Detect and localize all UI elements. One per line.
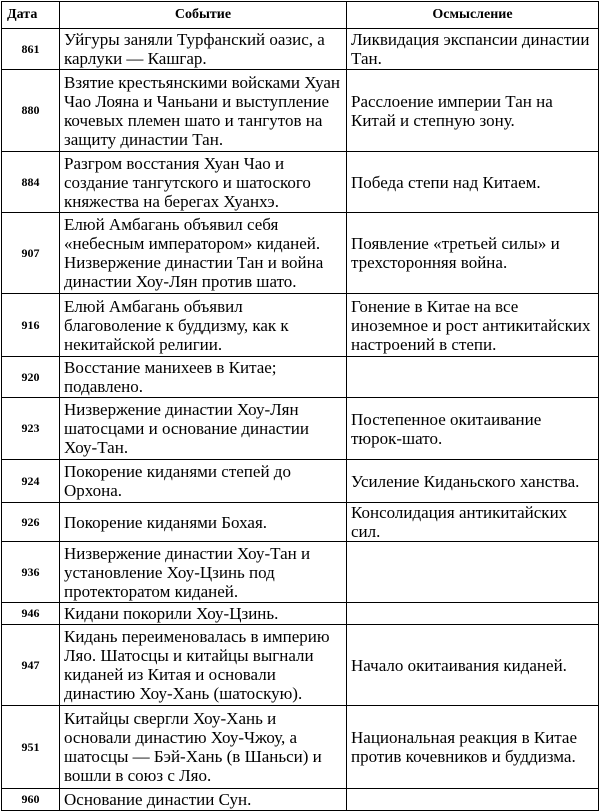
row-event: Елюй Амбагань объявил благоволение к буддизму, как к некитайской религии. — [60, 294, 347, 357]
row-meaning: Ликвидация экспансии династии Тан. — [347, 29, 599, 70]
row-meaning — [347, 789, 599, 811]
row-event: Покорение киданями степей до Орхона. — [60, 460, 347, 503]
table-row — [2, 213, 599, 294]
row-meaning: Постепенное окитаивание тюрок-шато. — [347, 398, 599, 460]
row-meaning: Усиление Киданьского ханства. — [347, 460, 599, 503]
row-meaning — [347, 603, 599, 625]
row-meaning: Консолидация антикитайских сил. — [347, 503, 599, 542]
table-header — [2, 2, 599, 29]
header-date: Дата — [2, 2, 60, 29]
row-date: 926 — [2, 503, 60, 542]
table-row — [2, 603, 599, 625]
row-date: 907 — [2, 213, 60, 294]
row-date: 861 — [2, 29, 60, 70]
table-row — [2, 357, 599, 398]
row-event: Взятие крестьянскими войсками Хуан Чао Лояна и Чаньани и выступление кочевых племен шато и тангутов на защиту династии Тан. — [60, 70, 347, 152]
table-row — [2, 625, 599, 706]
row-date: 960 — [2, 789, 60, 811]
table-row — [2, 398, 599, 460]
chronology-table — [1, 1, 599, 811]
table-row — [2, 542, 599, 603]
row-date: 880 — [2, 70, 60, 152]
table-row — [2, 70, 599, 152]
row-meaning: Появление «третьей силы» и трехсторонняя война. — [347, 213, 599, 294]
row-event: Кидань переименовалась в империю Ляо. Шатосцы и китайцы выгнали киданей из Китая и основали династию Хоу-Хань (шатоскую). — [60, 625, 347, 706]
header-event: Событие — [60, 2, 347, 29]
row-event: Низвержение династии Хоу-Лян шатосцами и основание династии Хоу-Тан. — [60, 398, 347, 460]
row-event: Китайцы свергли Хоу-Хань и основали династию Хоу-Чжоу, а шатосцы — Бэй-Хань (в Шаньси) и вошли в союз с Ляо. — [60, 706, 347, 789]
row-event: Основание династии Сун. — [60, 789, 347, 811]
table-row — [2, 503, 599, 542]
row-meaning — [347, 357, 599, 398]
row-date: 916 — [2, 294, 60, 357]
row-date: 947 — [2, 625, 60, 706]
table-row — [2, 460, 599, 503]
row-date: 951 — [2, 706, 60, 789]
row-date: 923 — [2, 398, 60, 460]
row-meaning: Гонение в Китае на все иноземное и рост антикитайских настроений в степи. — [347, 294, 599, 357]
row-date: 936 — [2, 542, 60, 603]
row-event: Уйгуры заняли Турфанский оазис, а карлуки — Кашгар. — [60, 29, 347, 70]
table-row — [2, 152, 599, 213]
row-date: 920 — [2, 357, 60, 398]
row-meaning: Начало окитаивания киданей. — [347, 625, 599, 706]
table-body — [2, 29, 599, 811]
row-meaning: Национальная реакция в Китае против кочевников и буддизма. — [347, 706, 599, 789]
row-date: 946 — [2, 603, 60, 625]
row-date: 924 — [2, 460, 60, 503]
row-date: 884 — [2, 152, 60, 213]
row-event: Покорение киданями Бохая. — [60, 503, 347, 542]
row-event: Восстание манихеев в Китае; подавлено. — [60, 357, 347, 398]
row-meaning — [347, 542, 599, 603]
row-event: Разгром восстания Хуан Чао и создание тангутского и шатоского княжества на берегах Хуанхэ. — [60, 152, 347, 213]
table-row — [2, 294, 599, 357]
header-meaning: Осмысление — [347, 2, 599, 29]
table-row — [2, 29, 599, 70]
row-meaning: Расслоение империи Тан на Китай и степную зону. — [347, 70, 599, 152]
row-event: Кидани покорили Хоу-Цзинь. — [60, 603, 347, 625]
row-event: Елюй Амбагань объявил себя «небесным императором» киданей. Низвержение династии Тан и война династии Хоу-Лян против шато. — [60, 213, 347, 294]
header-row — [2, 2, 599, 29]
table-row — [2, 789, 599, 811]
table-row — [2, 706, 599, 789]
row-event: Низвержение династии Хоу-Тан и установление Хоу-Цзинь под протекторатом киданей. — [60, 542, 347, 603]
row-meaning: Победа степи над Китаем. — [347, 152, 599, 213]
